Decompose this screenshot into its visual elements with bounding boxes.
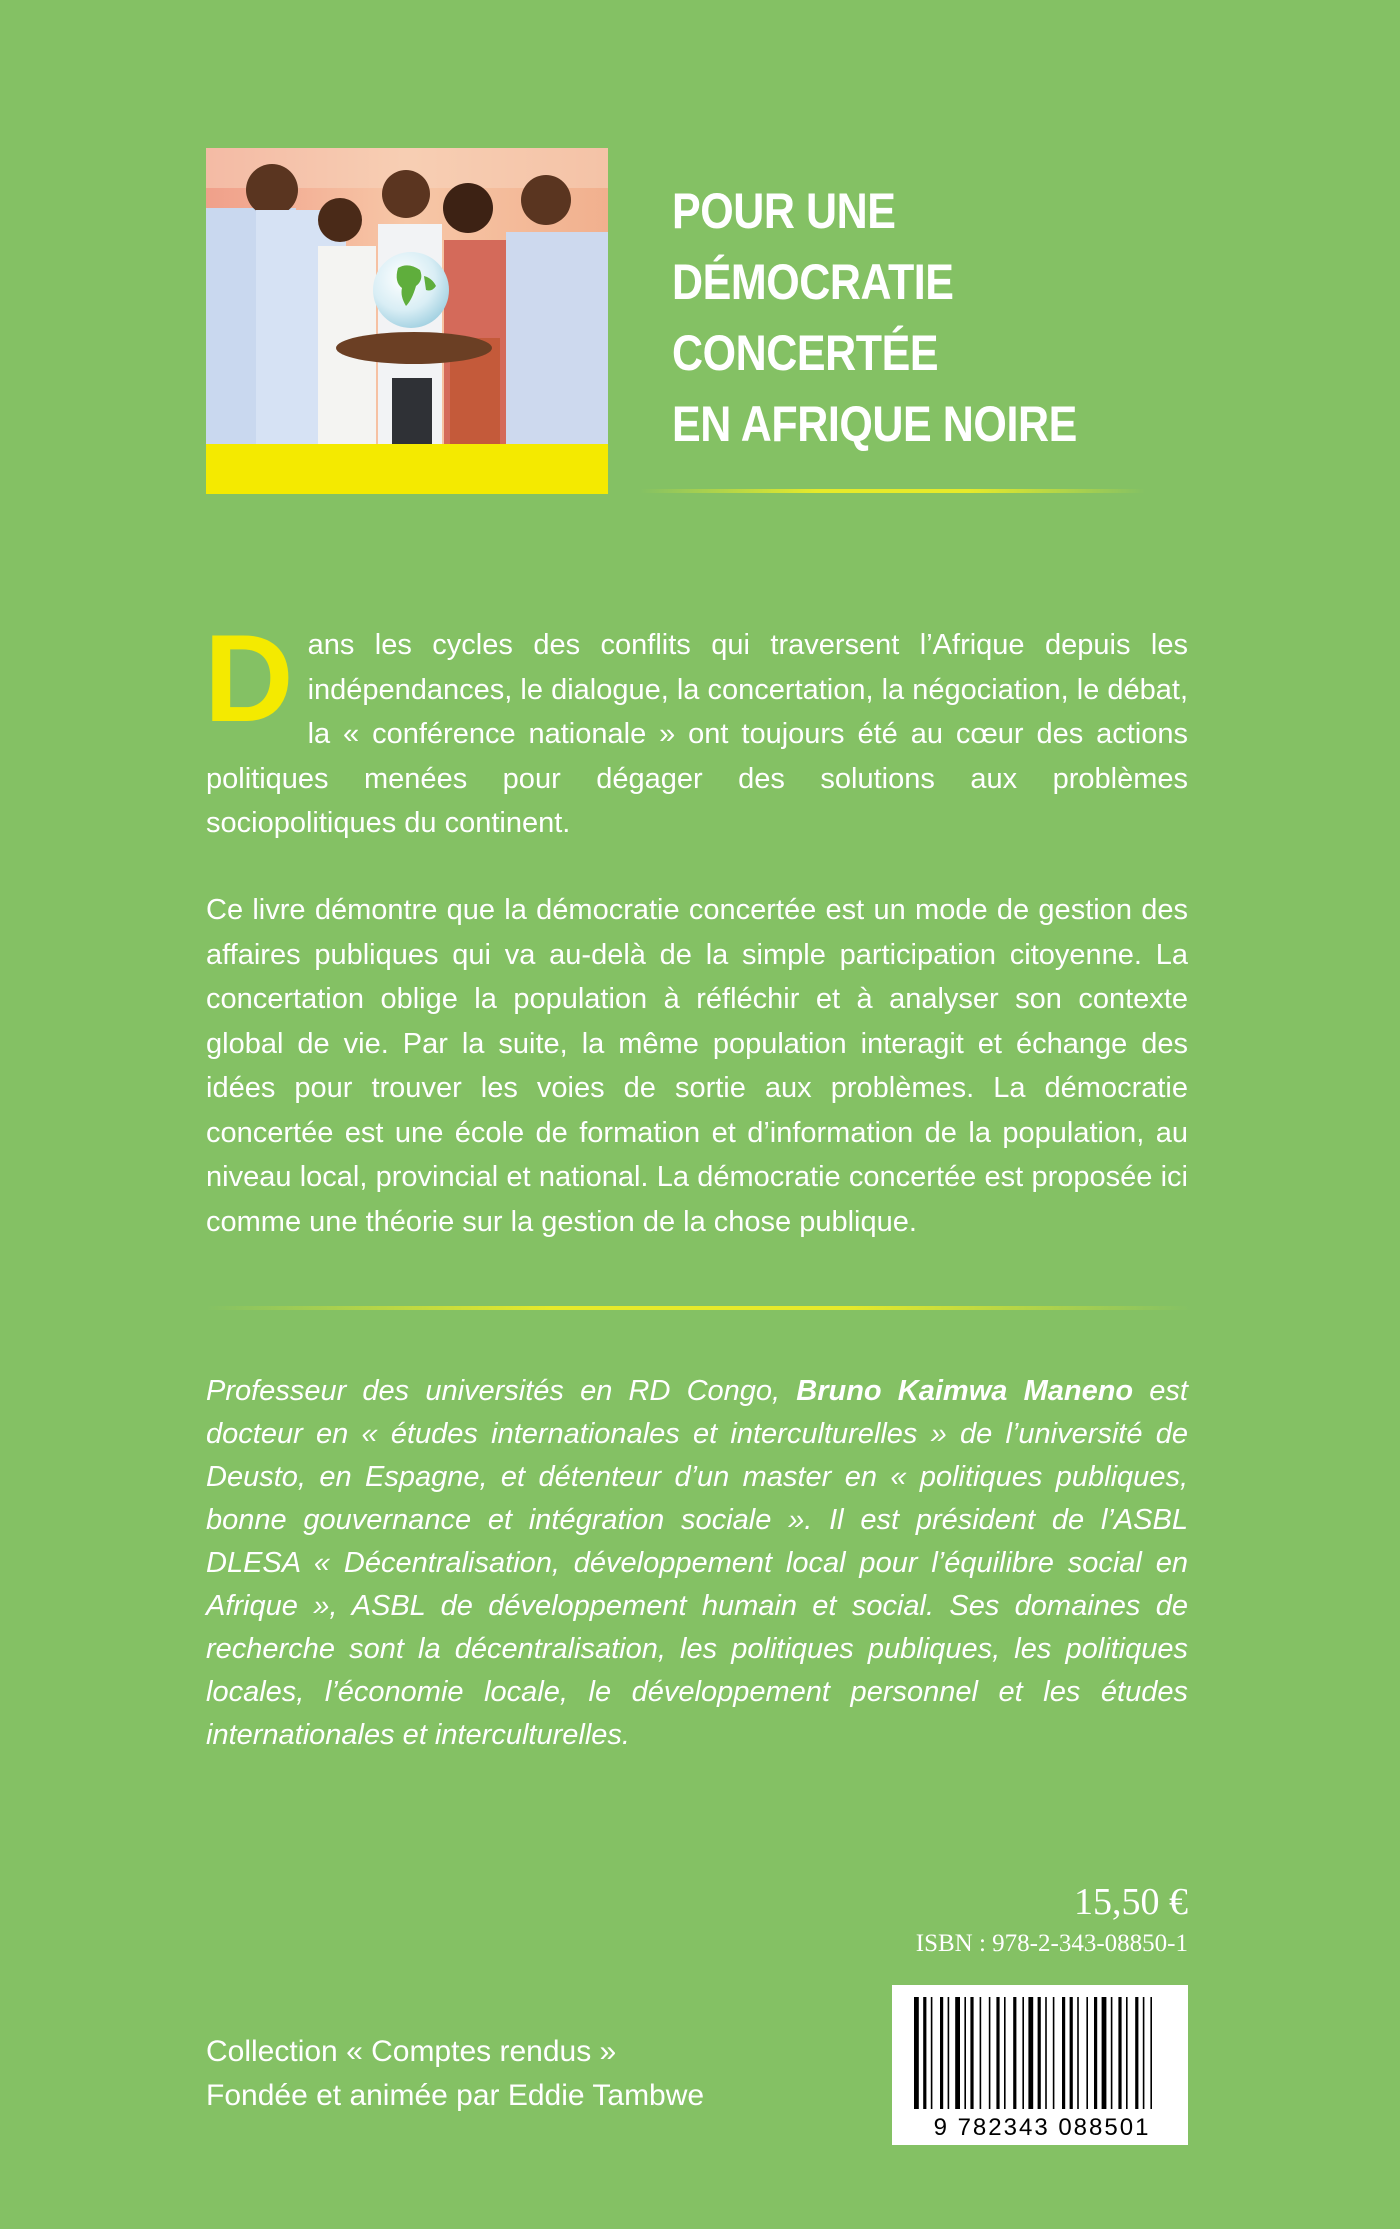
barcode-bar: [964, 1997, 966, 2109]
barcode-bar: [955, 1997, 960, 2109]
title-line: CONCERTÉE: [672, 325, 939, 381]
barcode-bar: [1102, 1997, 1107, 2109]
collection-info: [206, 2030, 704, 2118]
people-holding-globe-photo: [206, 148, 608, 444]
summary-text-1: ans les cycles des conflits qui traversent l’Afrique depuis les indépendances, le dialogue, la concertation, la négociation, le débat, la « conférence nationale » ont toujours été au cœur des actions politiques menées pour dégager des solutions aux problèmes sociopolitiques du continent.: [206, 629, 1188, 839]
barcode-bar: [970, 1997, 973, 2109]
barcode-digits: 9 782343 088501: [933, 2114, 1151, 2141]
barcode-bar: [1111, 1997, 1113, 2109]
barcode-bar: [1086, 1997, 1088, 2109]
barcode-bar: [980, 1997, 982, 2109]
bio-text-before: Professeur des universités en RD Congo,: [206, 1375, 797, 1407]
barcode-bar: [1062, 1997, 1065, 2109]
barcode-bar: [1070, 1997, 1073, 2109]
barcode-bar: [1150, 1997, 1152, 2109]
isbn: ISBN : 978-2-343-08850-1: [915, 1930, 1188, 1957]
barcode-bar: [1077, 1997, 1079, 2109]
collection-line-2: Fondée et animée par Eddie Tambwe: [206, 2079, 705, 2112]
barcode-bar: [1053, 1997, 1055, 2109]
bio-text-after: est docteur en « études internationales et interculturelles » de l’université de Deusto, en Espagne, et détenteur d’un master en « politiques publiques, bonne gouvernance et intégration sociale ». Il est président de l’ASBL DLESA « Décentralisation, développement local pour l’équilibre social en Afrique », ASBL de développement humain et social. Ses domaines de recherche sont la décentralisation, les politiques publiques, les politiques locales, l’économie locale, le développement personnel et les études internationales et interculturelles.: [206, 1375, 1188, 1751]
author-name: Bruno Kaimwa Maneno: [796, 1375, 1134, 1407]
collection-line-1: Collection « Comptes rendus »: [206, 2035, 617, 2068]
barcode-bar: [1013, 1997, 1016, 2109]
author-bio: [206, 1370, 1188, 1757]
barcode-graphic: [892, 1985, 1188, 2145]
barcode-bar: [948, 1997, 950, 2109]
barcode-bar: [1094, 1997, 1097, 2109]
barcode-bars: [914, 1997, 1152, 2109]
barcode-bar: [931, 1997, 933, 2109]
barcode-bar: [989, 1997, 991, 2109]
barcode-bar: [1028, 1997, 1033, 2109]
barcode-bar: [1045, 1997, 1047, 2109]
title-line: DÉMOCRATIE: [672, 254, 954, 310]
barcode-bar: [1126, 1997, 1128, 2109]
drop-cap: D: [204, 610, 294, 748]
summary-paragraph-1: [204, 610, 1188, 846]
title-line: POUR UNE: [672, 183, 896, 239]
title-line: EN AFRIQUE NOIRE: [672, 396, 1077, 452]
barcode-bar: [940, 1997, 943, 2109]
barcode-bar: [1022, 1997, 1024, 2109]
barcode-bar: [1118, 1997, 1121, 2109]
barcode-bar: [923, 1997, 926, 2109]
barcode-bar: [1038, 1997, 1041, 2109]
price: 15,50 €: [1074, 1881, 1188, 1923]
section-divider: [206, 1306, 1190, 1310]
book-title: [672, 176, 1154, 460]
cover-photo: [206, 148, 608, 494]
barcode-bar: [1004, 1997, 1006, 2109]
summary-paragraph-2: Ce livre démontre que la démocratie concertée est un mode de gestion des affaires publiques qui va au-delà de la simple participation citoyenne. La concertation oblige la population à réfléchir et à analyser son contexte global de vie. Par la suite, la même population interagit et échange des idées pour trouver les voies de sortie aux problèmes. La démocratie concertée est une école de formation et d’information de la population, au niveau local, provincial et national. La démocratie concertée est proposée ici comme une théorie sur la gestion de la chose publique.: [206, 894, 1188, 1238]
barcode: [892, 1985, 1188, 2145]
title-divider: [640, 489, 1145, 493]
barcode-bar: [1135, 1997, 1138, 2109]
barcode-bar: [996, 1997, 999, 2109]
barcode-bar: [1143, 1997, 1145, 2109]
barcode-bar: [914, 1997, 919, 2109]
